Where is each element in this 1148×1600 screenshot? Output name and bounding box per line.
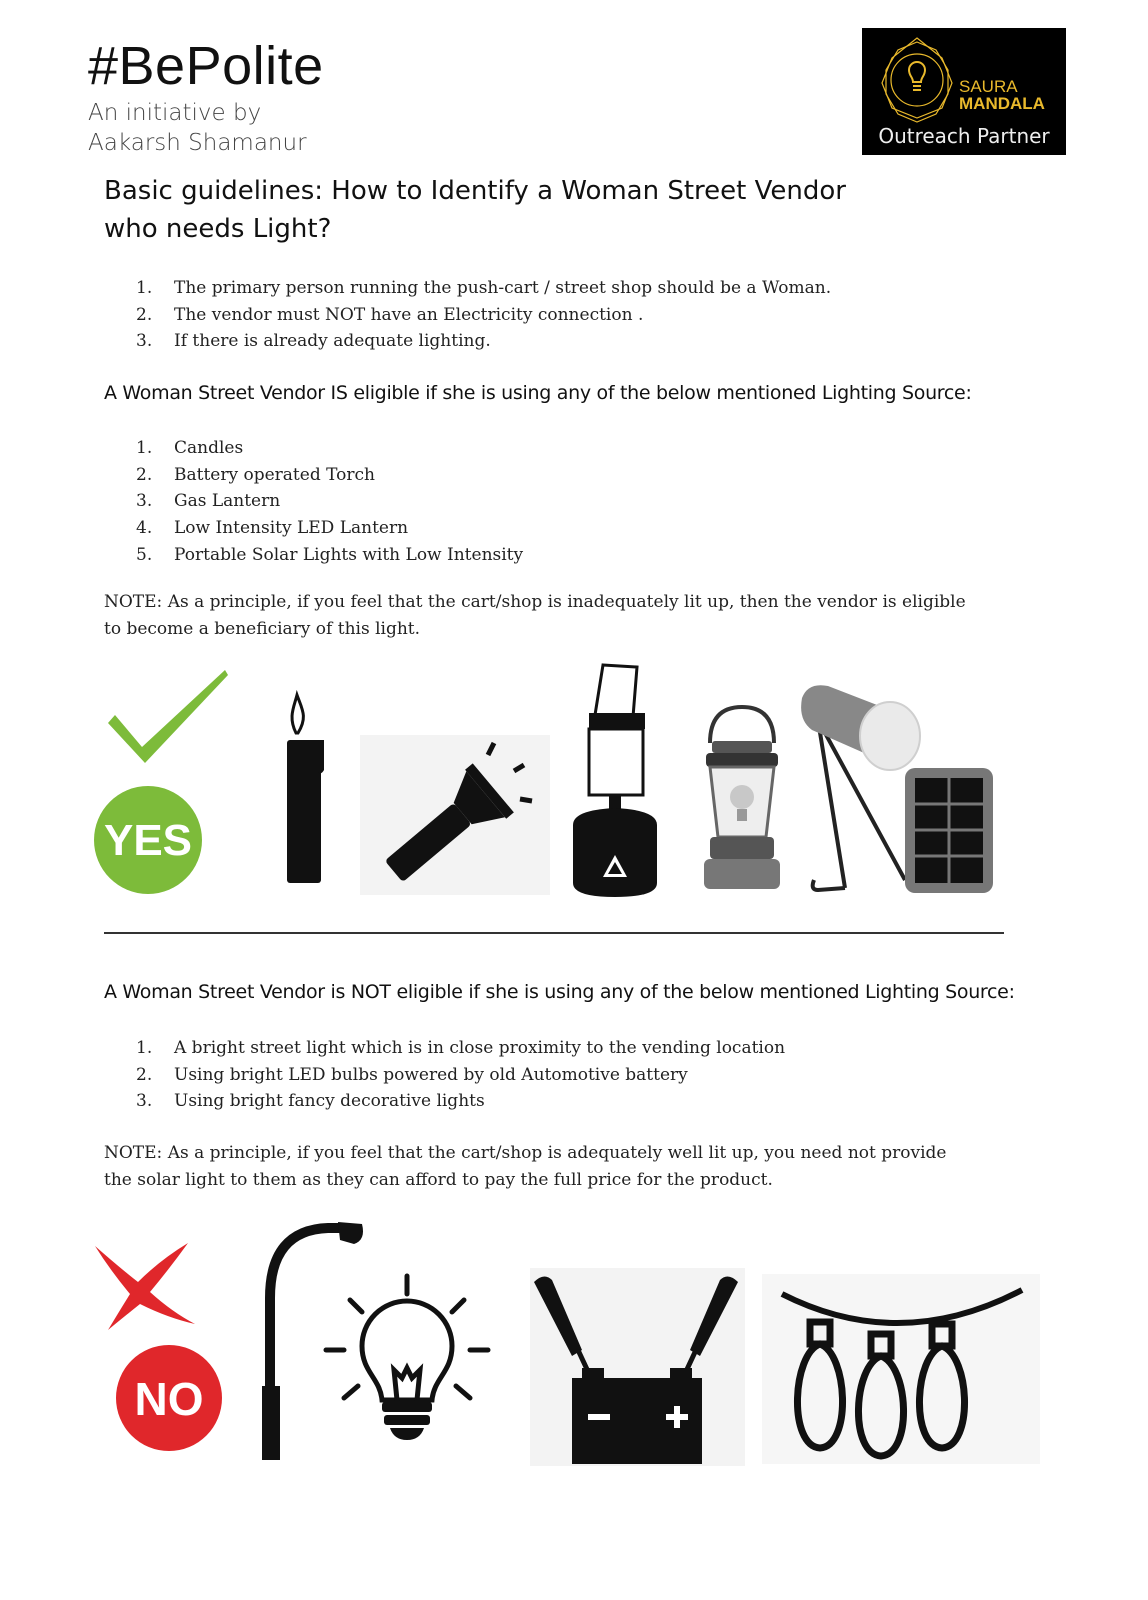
no-indicator [90,1238,230,1453]
check-icon [108,670,228,763]
list-item [136,1035,785,1062]
logo-partner-label: Outreach Partner [878,124,1050,148]
list-text: If there is already adequate lighting. [174,331,491,351]
note-line-2: the solar light to them as they can afford to pay the full price for the product. [104,1170,773,1190]
list-item [136,435,523,462]
list-text: Using bright LED bulbs powered by old Automotive battery [174,1064,688,1085]
list-text: The vendor must NOT have an Electricity connection . [174,304,644,325]
heading-line-2: who needs Light? [104,214,332,244]
criteria-list [136,275,831,355]
note-line-1: NOTE: As a principle, if you feel that the cart/shop is inadequately lit up, then the vendor is eligible [104,592,966,612]
list-item [136,488,523,515]
section-divider [104,932,1004,934]
list-number: 3. [136,1091,153,1111]
list-text: The primary person running the push-cart / street shop should be a Woman. [174,278,832,298]
list-item [136,515,523,542]
list-text: Using bright fancy decorative lights [174,1091,485,1111]
no-badge-label: NO [134,1373,204,1425]
list-text: Battery operated Torch [174,464,375,485]
logo-name-line-1: SAURA [959,77,1018,96]
list-text: Portable Solar Lights with Low Intensity [174,544,524,565]
torch-icon [360,735,550,895]
list-number: 1. [136,278,153,298]
list-item [136,1062,785,1089]
yes-badge-label: YES [103,816,193,865]
list-item [136,1088,785,1115]
list-number: 3. [136,491,153,512]
heading-line-1: Basic guidelines: How to Identify a Woman Street Vendor [104,176,846,206]
decorative-lights-icon [762,1274,1040,1464]
list-item [136,275,831,302]
list-number: 1. [136,1038,153,1058]
list-text: Gas Lantern [174,491,281,512]
page-heading [104,172,864,248]
list-item [136,462,523,489]
not-eligible-title: A Woman Street Vendor is NOT eligible if she is using any of the below mentioned Lighting Source: [104,981,1015,1003]
eligible-note [104,589,984,643]
subtitle-line-2: Aakarsh Shamanur [88,130,307,156]
list-item [136,542,523,569]
list-number: 1. [136,438,153,458]
cross-icon [95,1243,195,1330]
brand-subtitle [88,98,307,158]
yes-indicator [90,665,230,900]
eligible-title: A Woman Street Vendor IS eligible if she is using any of the below mentioned Lighting Source: [104,382,972,404]
candle-icon [280,695,330,890]
list-number: 3. [136,331,153,351]
saura-mandala-logo [862,28,1066,155]
eligible-list [136,435,523,569]
list-number: 2. [136,1064,153,1085]
list-text: A bright street light which is in close proximity to the vending location [174,1038,786,1058]
light-bulb-icon [322,1274,492,1444]
list-item [136,302,831,329]
not-eligible-note [104,1140,984,1194]
list-number: 4. [136,518,153,539]
logo-name-line-2: MANDALA [959,94,1045,113]
not-eligible-list [136,1035,785,1115]
list-text: Candles [174,438,244,458]
note-line-2: to become a beneficiary of this light. [104,619,421,639]
subtitle-line-1: An initiative by [88,100,262,126]
list-number: 5. [136,544,153,565]
list-item [136,328,831,355]
gas-lantern-icon [565,665,660,900]
list-text: Low Intensity LED Lantern [174,518,409,539]
list-number: 2. [136,304,153,325]
note-line-1: NOTE: As a principle, if you feel that the cart/shop is adequately well lit up, you need not provide [104,1143,947,1163]
solar-lamp-icon [800,680,1000,900]
list-number: 2. [136,464,153,485]
car-battery-icon [530,1268,745,1466]
led-lantern-icon [700,705,790,900]
brand-title: #BePolite [88,36,324,96]
